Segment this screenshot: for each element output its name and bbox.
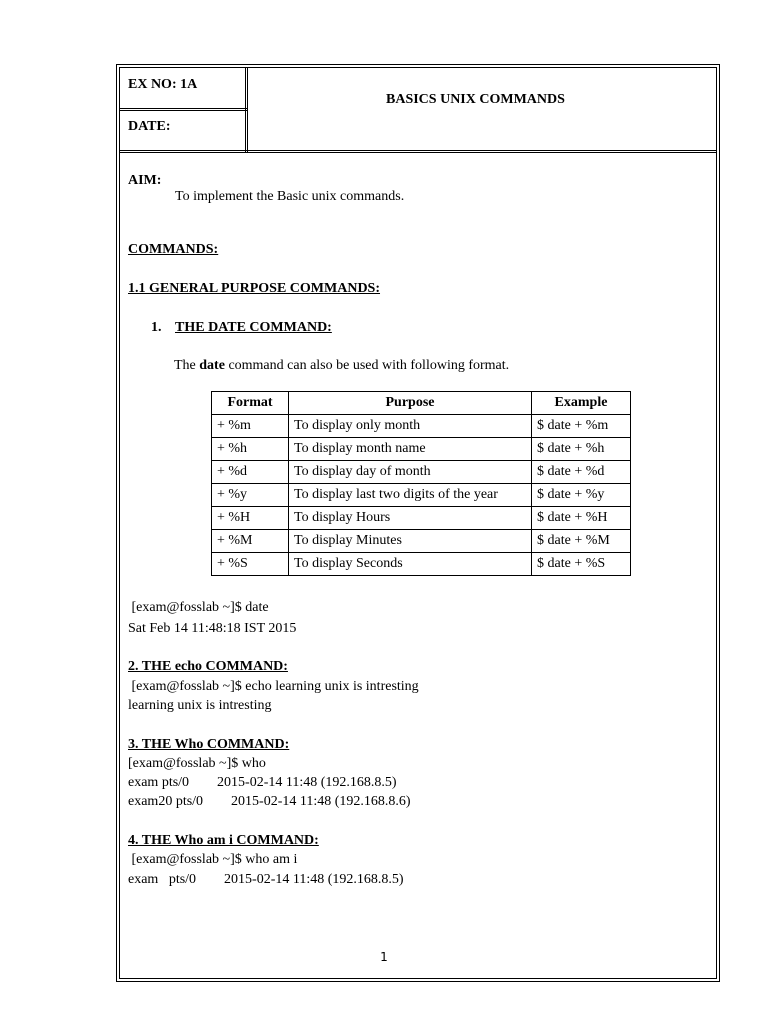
ex-no-label: EX NO: 1A <box>128 77 198 92</box>
echo-heading: 2. THE echo COMMAND: <box>128 659 288 674</box>
example-cell: $ date + %y <box>532 484 631 507</box>
format-cell: + %H <box>212 507 289 530</box>
whoami-prompt: [exam@fosslab ~]$ who am i <box>128 852 298 867</box>
example-cell: $ date + %d <box>532 461 631 484</box>
date-label: DATE: <box>128 119 171 134</box>
table-header-row <box>212 392 631 415</box>
table-row <box>212 484 631 507</box>
example-cell: $ date + %H <box>532 507 631 530</box>
date-intro-post: command can also be used with following format. <box>224 358 510 373</box>
echo-output: learning unix is intresting <box>128 698 272 713</box>
header-row-divider <box>120 108 247 111</box>
header-divider <box>120 150 716 153</box>
table-row <box>212 415 631 438</box>
purpose-cell: To display Hours <box>289 507 532 530</box>
date-intro-keyword: date <box>199 358 225 373</box>
date-command-number: 1. <box>151 320 162 335</box>
purpose-cell: To display month name <box>289 438 532 461</box>
example-cell: $ date + %M <box>532 530 631 553</box>
col-header-purpose: Purpose <box>289 392 532 415</box>
document-title: BASICS UNIX COMMANDS <box>386 92 565 107</box>
format-cell: + %S <box>212 553 289 576</box>
section-heading: 1.1 GENERAL PURPOSE COMMANDS: <box>128 281 381 296</box>
whoami-heading: 4. THE Who am i COMMAND: <box>128 833 319 848</box>
date-format-table <box>211 391 631 576</box>
col-header-example: Example <box>532 392 631 415</box>
table-row <box>212 438 631 461</box>
who-prompt: [exam@fosslab ~]$ who <box>128 756 266 771</box>
format-cell: + %d <box>212 461 289 484</box>
date-output: Sat Feb 14 11:48:18 IST 2015 <box>128 621 297 636</box>
who-output-line: exam pts/0 2015-02-14 11:48 (192.168.8.5) <box>128 775 397 790</box>
date-intro-pre: The <box>174 358 200 373</box>
format-cell: + %m <box>212 415 289 438</box>
example-cell: $ date + %m <box>532 415 631 438</box>
date-command-heading: THE DATE COMMAND: <box>175 320 332 335</box>
format-cell: + %y <box>212 484 289 507</box>
format-cell: + %M <box>212 530 289 553</box>
format-cell: + %h <box>212 438 289 461</box>
purpose-cell: To display day of month <box>289 461 532 484</box>
date-intro <box>174 357 509 374</box>
purpose-cell: To display only month <box>289 415 532 438</box>
table-row <box>212 507 631 530</box>
who-heading: 3. THE Who COMMAND: <box>128 737 290 752</box>
purpose-cell: To display last two digits of the year <box>289 484 532 507</box>
purpose-cell: To display Seconds <box>289 553 532 576</box>
page-number: 1 <box>380 950 388 964</box>
col-header-format: Format <box>212 392 289 415</box>
table-row <box>212 553 631 576</box>
who-output-line: exam20 pts/0 2015-02-14 11:48 (192.168.8.6) <box>128 794 411 809</box>
aim-label: AIM: <box>128 173 162 188</box>
whoami-output: exam pts/0 2015-02-14 11:48 (192.168.8.5) <box>128 872 404 887</box>
table-row <box>212 461 631 484</box>
date-prompt: [exam@fosslab ~]$ date <box>128 600 269 615</box>
purpose-cell: To display Minutes <box>289 530 532 553</box>
commands-heading: COMMANDS: <box>128 242 219 257</box>
aim-text: To implement the Basic unix commands. <box>175 189 405 204</box>
table-row <box>212 530 631 553</box>
echo-prompt: [exam@fosslab ~]$ echo learning unix is intresting <box>128 679 419 694</box>
example-cell: $ date + %S <box>532 553 631 576</box>
example-cell: $ date + %h <box>532 438 631 461</box>
